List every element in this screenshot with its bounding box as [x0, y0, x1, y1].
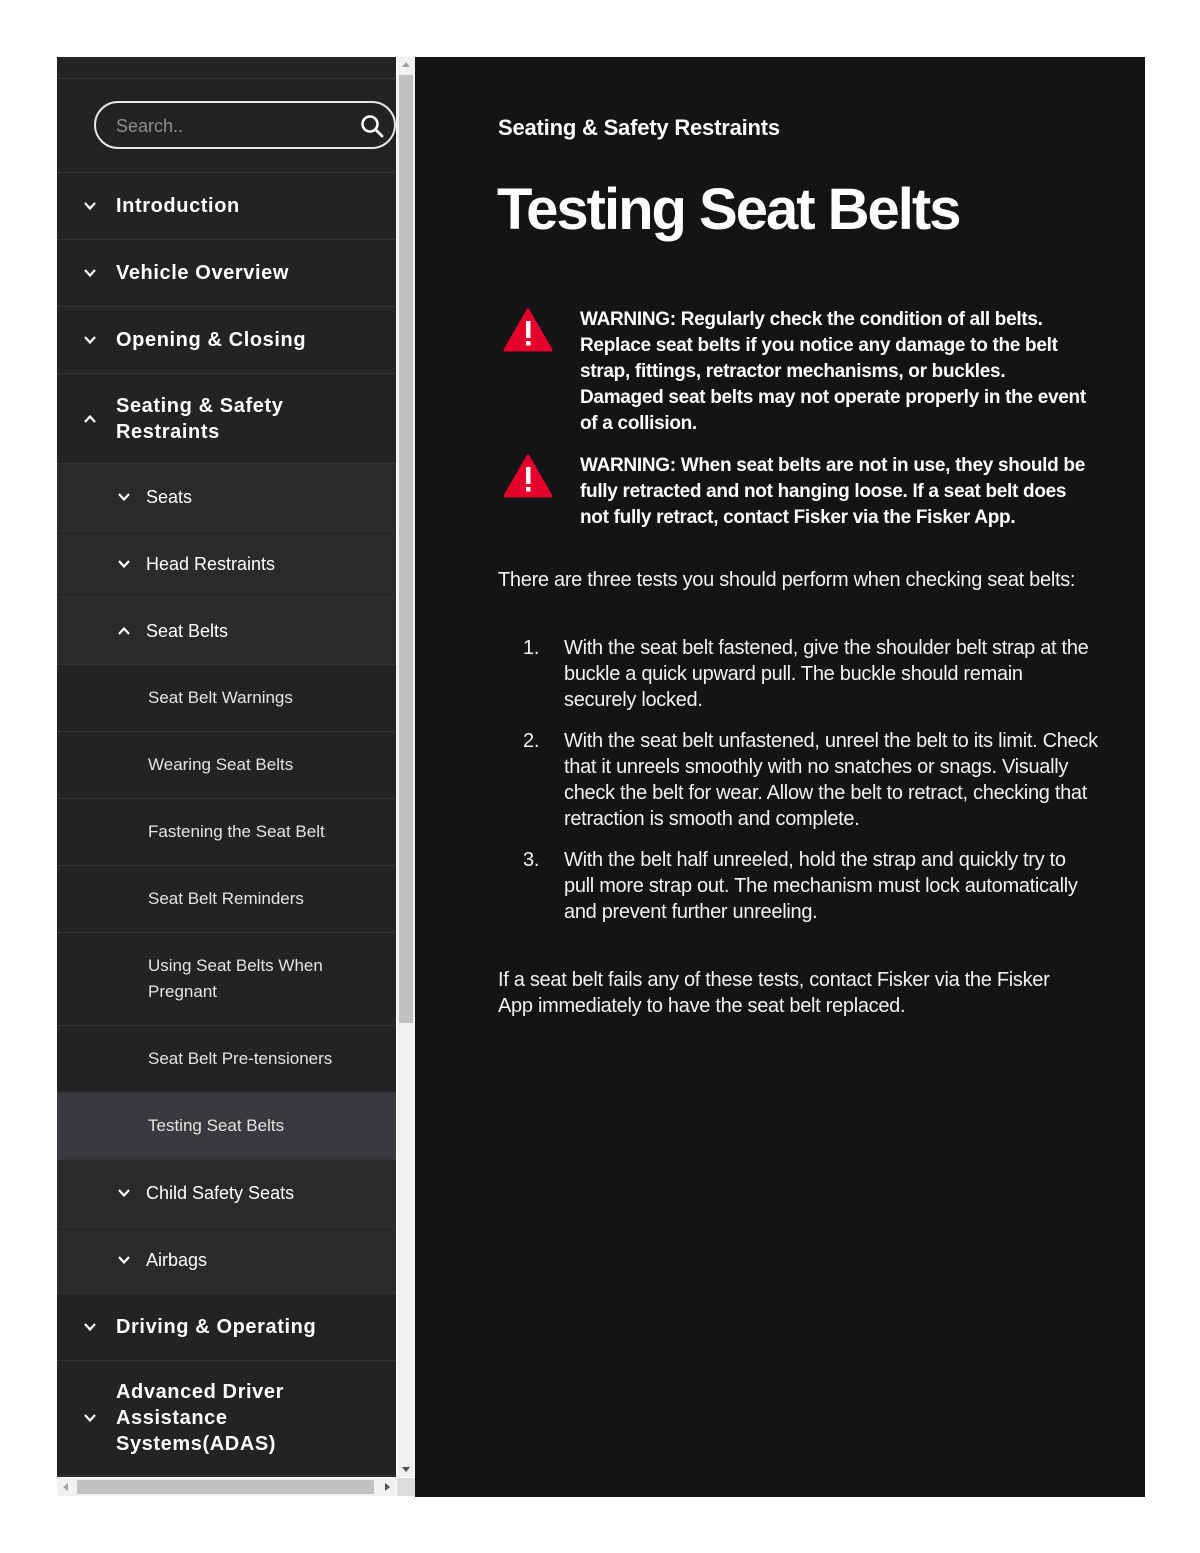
chevron-down-icon	[83, 199, 97, 213]
scroll-down-arrow-icon[interactable]	[397, 1461, 415, 1477]
sidebar-item-label: Advanced Driver Assistance Systems(ADAS)	[116, 1381, 284, 1455]
sidebar-item-label: Using Seat Belts When Pregnant	[148, 956, 323, 1001]
search-icon[interactable]	[360, 114, 384, 138]
intro-paragraph: There are three tests you should perform when checking seat belts:	[498, 569, 1076, 591]
chevron-down-icon	[117, 557, 131, 571]
sidebar-top-strip	[57, 57, 396, 79]
sidebar-item-label: Vehicle Overview	[116, 262, 290, 284]
breadcrumb: Seating & Safety Restraints	[498, 115, 780, 140]
outro-paragraph: If a seat belt fails any of these tests, contact Fisker via the Fisker App immediately to have the seat belt replaced.	[498, 969, 1050, 1017]
sidebar-item-label: Child Safety Seats	[146, 1182, 295, 1203]
warning-text: WARNING: When seat belts are not in use, they should be fully retracted and not hanging loose. If a seat belt does not fully retract, contact Fisker via the Fisker App.	[580, 455, 1086, 528]
chevron-down-icon	[117, 490, 131, 504]
list-item	[498, 635, 1098, 713]
scroll-left-arrow-icon[interactable]	[57, 1478, 75, 1496]
sidebar-item-label: Opening & Closing	[116, 329, 307, 351]
chevron-down-icon	[83, 333, 97, 347]
sidebar-item-label: Testing Seat Belts	[148, 1116, 285, 1135]
sidebar-item-label: Wearing Seat Belts	[148, 755, 294, 774]
sidebar-item-label: Seat Belt Reminders	[148, 889, 304, 908]
sidebar-item-label: Seat Belts	[146, 620, 229, 641]
sidebar-item-adas[interactable]	[57, 1361, 396, 1476]
test-steps-list	[498, 635, 1098, 940]
sidebar-item-opening-closing[interactable]	[57, 307, 396, 374]
sidebar-item-label: Driving & Operating	[116, 1316, 317, 1338]
list-item	[498, 728, 1098, 832]
sidebar-item-seating-safety[interactable]	[57, 374, 396, 464]
list-item	[498, 847, 1098, 925]
main-content	[415, 57, 1145, 1497]
sidebar-item-wearing-seat-belts[interactable]	[57, 732, 396, 799]
step-number: 3.	[523, 849, 540, 871]
sidebar-item-label: Head Restraints	[146, 553, 276, 574]
chevron-down-icon	[117, 1253, 131, 1267]
vertical-scrollbar-thumb[interactable]	[399, 75, 413, 1023]
chevron-down-icon	[83, 1320, 97, 1334]
warning-block-2	[503, 453, 1093, 531]
sidebar-item-introduction[interactable]	[57, 173, 396, 240]
sidebar-item-testing-seat-belts[interactable]	[57, 1093, 396, 1160]
sidebar-item-head-restraints[interactable]	[57, 531, 396, 598]
sidebar-item-seat-belt-warnings[interactable]	[57, 665, 396, 732]
warning-text: WARNING: Regularly check the condition of all belts. Replace seat belts if you notice any damage to the belt strap, fittings, retractor mechanisms, or buckles. Damaged seat belts may not operate properly in the event of a collision.	[580, 309, 1086, 434]
chevron-down-icon	[83, 266, 97, 280]
warning-triangle-icon	[503, 307, 553, 353]
step-text: With the seat belt fastened, give the shoulder belt strap at the buckle a quick upward pull. The buckle should remain securely locked.	[564, 637, 1089, 711]
step-text: With the seat belt unfastened, unreel the belt to its limit. Check that it unreels smoothly with no snatches or snags. Visually check the belt for wear. Allow the belt to retract, checking that retraction is smooth and complete.	[564, 730, 1098, 830]
sidebar-item-seat-belts[interactable]	[57, 598, 396, 665]
chevron-down-icon	[117, 1186, 131, 1200]
search-input[interactable]	[114, 111, 348, 141]
chevron-down-icon	[83, 1411, 97, 1425]
step-number: 2.	[523, 730, 540, 752]
scrollbar-corner	[397, 1478, 415, 1496]
sidebar-item-seat-belt-reminders[interactable]	[57, 866, 396, 933]
sidebar-item-label: Seating & Safety Restraints	[116, 394, 284, 443]
step-text: With the belt half unreeled, hold the strap and quickly try to pull more strap out. The mechanism must lock automatically and prevent further unreeling.	[564, 849, 1078, 923]
sidebar-item-fastening-seat-belt[interactable]	[57, 799, 396, 866]
sidebar-item-driving-operating[interactable]	[57, 1294, 396, 1361]
sidebar-horizontal-scrollbar[interactable]	[57, 1478, 396, 1496]
sidebar-item-label: Seat Belt Warnings	[148, 688, 293, 707]
warning-triangle-icon	[503, 453, 553, 499]
sidebar-item-label: Seats	[146, 486, 193, 507]
sidebar-item-airbags[interactable]	[57, 1227, 396, 1294]
sidebar-item-label: Airbags	[146, 1249, 208, 1270]
sidebar-item-child-safety-seats[interactable]	[57, 1160, 396, 1227]
scroll-right-arrow-icon[interactable]	[378, 1478, 396, 1496]
chevron-up-icon	[83, 412, 97, 426]
sidebar-item-label: Introduction	[116, 195, 240, 217]
horizontal-scrollbar-thumb[interactable]	[77, 1480, 374, 1494]
sidebar-item-label: Fastening the Seat Belt	[148, 822, 325, 841]
sidebar-item-vehicle-overview[interactable]	[57, 240, 396, 307]
search-box[interactable]	[94, 101, 396, 149]
chevron-up-icon	[117, 624, 131, 638]
sidebar-vertical-scrollbar[interactable]	[397, 57, 415, 1477]
sidebar-item-seat-belt-pretensioners[interactable]	[57, 1026, 396, 1093]
sidebar-nav	[57, 57, 396, 1477]
sidebar-item-label: Seat Belt Pre-tensioners	[148, 1049, 333, 1068]
page-title: Testing Seat Belts	[497, 177, 960, 242]
step-number: 1.	[523, 637, 540, 659]
warning-block-1	[503, 307, 1093, 437]
sidebar-item-seat-belts-pregnant[interactable]	[57, 933, 396, 1026]
scroll-up-arrow-icon[interactable]	[397, 57, 415, 73]
search-row	[57, 79, 396, 173]
sidebar-item-seats[interactable]	[57, 464, 396, 531]
